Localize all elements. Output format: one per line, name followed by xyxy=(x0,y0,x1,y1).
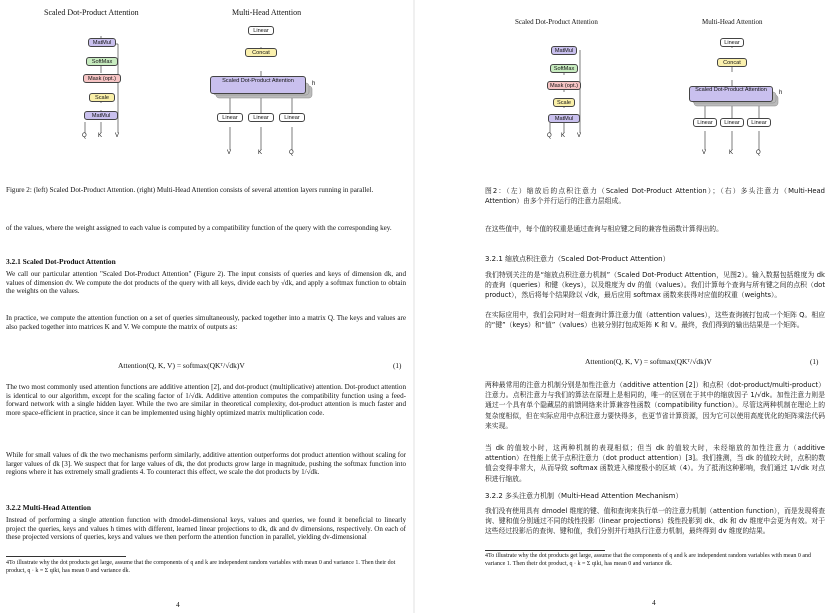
page-divider xyxy=(413,0,415,613)
mha-input-v: V xyxy=(702,150,707,156)
paragraph: While for small values of dk the two mechanisms perform similarly, additive attention outperforms dot product attention without scaling for larger values of dk [3]. We suspect that for large values of dk, the dot products grow large in magnitude, pushing the softmax function into regions where it has extremely small gradients 4. To counteract this effect, we scale the dot products by 1/√dk. xyxy=(6,451,406,477)
sdpa-matmul-bottom: MatMul xyxy=(548,114,580,123)
sdpa-mask: Mask (opt.) xyxy=(547,81,581,90)
paragraph: 我们没有使用具有 dmodel 维度的键、值和查询来执行单一的注意力机制（attention function），而是发现将查询、键和值分别通过不同的线性投影（linear projections）线性投影到 dk、dk 和 dv 维度中会更为有效。对于这些经过投影后的查询、键和值，我们分别并行地执行注意力机制，最终得到 dv 维度的结果。 xyxy=(485,507,825,536)
section-heading-322: 3.2.2 多头注意力机制（Multi-Head Attention Mechanism） xyxy=(485,492,683,500)
mha-attention-block: Scaled Dot-Product Attention xyxy=(210,76,306,94)
section-heading-321: 3.2.1 Scaled Dot-Product Attention xyxy=(6,257,116,266)
sdpa-diagram-title: Scaled Dot-Product Attention xyxy=(44,8,139,17)
paragraph: Instead of performing a single attention function with dmodel-dimensional keys, values and queries, we found it beneficial to linearly project the queries, keys and values h times with different, learned linear projections to dk, dk and dv dimensions, respectively. On each of these projected versions of queries, keys and values we then perform the attention function in parallel, yielding dv-dimensional xyxy=(6,516,406,542)
sdpa-input-q: Q xyxy=(82,133,87,139)
sdpa-softmax: SoftMax xyxy=(550,64,578,73)
mha-linear-v: Linear xyxy=(693,118,717,127)
mha-input-v: V xyxy=(227,150,232,156)
footnote-rule xyxy=(485,550,605,551)
sdpa-input-k: K xyxy=(98,133,103,139)
chinese-page xyxy=(417,0,829,613)
paragraph: 我们特别关注的是“缩放点积注意力机制”（Scaled Dot-Product Attention，见图2）。输入数据包括维度为 dk 的查询（queries）和键（keys），以及维度为 dv 的值（values）。我们计算每个查询与所有键之间的点积（dot product），然后将每个结果除以 √dk，最后应用 softmax 函数来获得对应值的权重（weights）。 xyxy=(485,271,825,300)
paragraph: 当 dk 的值较小时，这两种机制的表现相似；但当 dk 的值较大时，未经缩放的加性注意力（additive attention）在性能上优于点积注意力（dot product attention）[3]。我们推测，当 dk 的值较大时，点积的数值会变得非常大，从而导致 softmax 函数进入梯度极小的区域（4）。为了抵消这种影响，我们通过 1/√dk 对点积进行缩放。 xyxy=(485,444,825,483)
footnote: 4To illustrate why the dot products get large, assume that the components of q and k are independent random variables with mean 0 and variance 1. Then their dot product, q · k = Σ qiki, has mean 0 and variance dk. xyxy=(485,553,812,567)
mha-linear-v: Linear xyxy=(217,113,243,122)
sdpa-scale: Scale xyxy=(89,93,115,102)
section-heading-321: 3.2.1 缩放点积注意力（Scaled Dot-Product Attention） xyxy=(485,255,670,263)
sdpa-input-v: V xyxy=(577,133,582,139)
paragraph: of the values, where the weight assigned to each value is computed by a compatibility function of the query with the corresponding key. xyxy=(6,224,392,232)
mha-input-q: Q xyxy=(289,150,294,156)
mha-diagram-title: Multi-Head Attention xyxy=(702,18,763,26)
mha-input-q: Q xyxy=(756,150,761,156)
sdpa-matmul-top: MatMul xyxy=(88,38,116,47)
sdpa-matmul-bottom: MatMul xyxy=(84,111,118,120)
paragraph: In practice, we compute the attention function on a set of queries simultaneously, packed together into a matrix Q. The keys and values are also packed together into matrices K and V. We compute the matrix of outputs as: xyxy=(6,314,406,331)
mha-input-k: K xyxy=(258,150,263,156)
mha-input-k: K xyxy=(729,150,734,156)
sdpa-input-v: V xyxy=(115,133,120,139)
english-page xyxy=(0,0,412,613)
attention-diagram-arrows xyxy=(0,0,412,165)
paragraph: The two most commonly used attention functions are additive attention [2], and dot-product (multiplicative) attention. Dot-product attention is identical to our algorithm, except for the scaling factor of 1/√dk. Additive attention computes the compatibility function using a feed-forward network with a single hidden layer. While the two are similar in theoretical complexity, dot-product attention is much faster and more space-efficient in practice, since it can be implemented using highly optimized matrix multiplication code. xyxy=(6,383,406,417)
mha-linear-k: Linear xyxy=(720,118,744,127)
mha-linear-q: Linear xyxy=(747,118,771,127)
figure-caption: 图2：（左）缩放后的点积注意力（Scaled Dot-Product Attention）；（右）多头注意力（Multi-Head Attention）由多个并行运行的注意力层组成。 xyxy=(485,187,825,206)
footnote-rule xyxy=(6,556,126,557)
mha-concat: Concat xyxy=(717,58,747,67)
attention-diagram-arrows xyxy=(417,0,829,165)
sdpa-softmax: SoftMax xyxy=(86,57,118,66)
equation-number: (1) xyxy=(393,362,402,370)
paragraph: We call our particular attention "Scaled Dot-Product Attention" (Figure 2). The input consists of queries and keys of dimension dk, and values of dimension dv. We compute the dot products of the query with all keys, divide each by √dk, and apply a softmax function to obtain the weights on the values. xyxy=(6,270,406,296)
figure-caption: Figure 2: (left) Scaled Dot-Product Attention. (right) Multi-Head Attention consists of several attention layers running in parallel. xyxy=(6,186,374,194)
sdpa-mask: Mask (opt.) xyxy=(83,74,121,83)
page-number: 4 xyxy=(176,600,180,609)
sdpa-input-q: Q xyxy=(547,133,552,139)
page-number: 4 xyxy=(652,598,656,607)
sdpa-matmul-top: MatMul xyxy=(551,46,577,55)
paragraph: 在这些值中，每个值的权重是通过查询与相应键之间的兼容性函数计算得出的。 xyxy=(485,225,723,233)
paragraph: 两种最常用的注意力机制分别是加性注意力（additive attention [2]）和点积（dot-product/multi-product）注意力。点积注意力与我们的算法在原理上是相同的，唯一的区别在于其中的缩放因子 1/√dk。加性注意力则是通过一个具有单个隐藏层的前馈网络来计算兼容性函数（compatibility function）。尽管这两种机制在理论上的复杂度相似，但在实际应用中点积注意力要快得多，也更节省计算资源，因为它可以使用高度优化的矩阵乘法代码来实现。 xyxy=(485,381,825,430)
mha-heads-label: h xyxy=(312,81,316,87)
section-heading-322: 3.2.2 Multi-Head Attention xyxy=(6,503,91,512)
attention-equation: Attention(Q, K, V) = softmax(QKᵀ/√dk)V xyxy=(118,361,245,370)
footnote: 4To illustrate why the dot products get large, assume that the components of q and k are independent random variables with mean 0 and variance 1. Then their dot product, q · k = Σ qiki, has mean 0 and variance dk. xyxy=(6,560,396,574)
mha-linear-k: Linear xyxy=(248,113,274,122)
mha-linear-top: Linear xyxy=(248,26,274,35)
sdpa-input-k: K xyxy=(561,133,566,139)
equation-number: (1) xyxy=(810,358,819,366)
mha-linear-top: Linear xyxy=(720,38,744,47)
attention-equation: Attention(Q, K, V) = softmax(QKᵀ/√dk)V xyxy=(585,357,712,366)
sdpa-diagram-title: Scaled Dot-Product Attention xyxy=(515,18,598,26)
mha-attention-block: Scaled Dot-Product Attention xyxy=(689,86,773,102)
sdpa-scale: Scale xyxy=(553,98,575,107)
mha-heads-label: h xyxy=(779,90,783,96)
mha-concat: Concat xyxy=(245,48,277,57)
paragraph: 在实际应用中，我们会同时对一组查询计算注意力值（attention values），这些查询被打包成一个矩阵 Q。相应的“键”（keys）和“值”（values）也被分别打包成矩阵 K 和 V。最终，我们得到的输出结果是一个矩阵。 xyxy=(485,311,825,330)
mha-diagram-title: Multi-Head Attention xyxy=(232,8,302,17)
mha-linear-q: Linear xyxy=(279,113,305,122)
